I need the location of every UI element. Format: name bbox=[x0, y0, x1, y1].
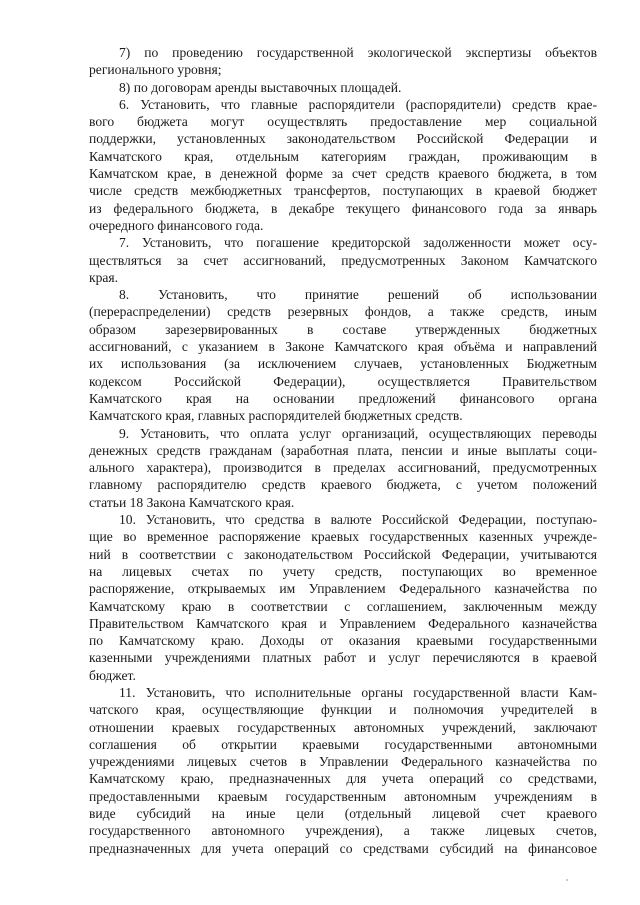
text-line: ассигнований, с указанием в Законе Камчатского края объёма и направлений bbox=[89, 339, 597, 355]
text-line: ществляться за счет ассигнований, предусмотренных Законом Камчатского bbox=[89, 252, 597, 268]
scan-speck bbox=[566, 879, 568, 881]
text-line: 7) по проведению государственной экологической экспертизы объектов bbox=[119, 45, 597, 60]
document-page bbox=[89, 44, 597, 857]
text-line: Камчатском крае, в денежной форме за счет средств краевого бюджета, в том bbox=[89, 166, 597, 182]
text-line: вого бюджета могут осуществлять предоставление мер социальной bbox=[89, 114, 597, 130]
text-line: государственного автономного учреждения), а также лицевых счетов, bbox=[89, 823, 597, 839]
text-line: числе средств межбюджетных трансфертов, поступающих в краевой бюджет bbox=[89, 183, 597, 199]
text-line: (перераспределении) средств резервных фондов, а также средств, иным bbox=[89, 304, 597, 320]
text-line: учреждениями лицевых счетов в Управлении Федерального казначейства по bbox=[89, 754, 597, 770]
text-line: статьи 18 Закона Камчатского края. bbox=[89, 494, 295, 510]
text-line: щие во временное распоряжение краевых государственных казенных учрежде- bbox=[89, 529, 597, 545]
text-line: их использования (за исключением случаев, установленных Бюджетным bbox=[89, 356, 597, 372]
paragraph-item-11 bbox=[89, 684, 597, 857]
paragraph-7-subitem bbox=[89, 44, 597, 79]
paragraph-8-subitem bbox=[89, 79, 597, 96]
text-line: 11. Установить, что исполнительные органы государственной власти Кам- bbox=[119, 684, 597, 700]
text-line: денежных средств гражданам (заработная плата, пенсии и иные выплаты соци- bbox=[89, 442, 597, 458]
paragraph-item-10 bbox=[89, 511, 597, 684]
text-line: предоставленными краевым государственным автономным учреждениям в bbox=[89, 788, 597, 804]
text-line: предназначенных для учета операций со средствами субсидий на финансовое bbox=[89, 840, 597, 856]
text-line: ний в соответствии с законодательством Российской Федерации, учитываются bbox=[89, 546, 597, 562]
text-line: казенными учреждениями платных работ и услуг перечисляются в краевой bbox=[89, 650, 597, 666]
paragraph-item-8 bbox=[89, 286, 597, 424]
text-line: 7. Установить, что погашение кредиторской задолженности может осу- bbox=[119, 235, 597, 251]
text-line: ального характера), производится в пределах ассигнований, предусмотренных bbox=[89, 460, 597, 476]
text-line: бюджет. bbox=[89, 667, 136, 683]
text-line: соглашения об открытии краевыми государственными автономными bbox=[89, 736, 597, 752]
text-line: по Камчатскому краю. Доходы от оказания краевыми государственными bbox=[89, 633, 597, 649]
text-line: Камчатскому краю, предназначенных для учета операций со средствами, bbox=[89, 771, 597, 787]
text-line: регионального уровня; bbox=[89, 62, 222, 78]
text-line: Камчатского края на основании предложений финансового органа bbox=[89, 390, 597, 406]
text-line: Камчатского края, главных распорядителей бюджетных средств. bbox=[89, 408, 463, 424]
text-line: Камчатскому краю в соответствии с соглашением, заключенным между bbox=[89, 598, 597, 614]
paragraph-item-6 bbox=[89, 96, 597, 234]
text-line: кодексом Российской Федерации), осуществляется Правительством bbox=[89, 373, 597, 389]
text-line: образом зарезервированных в составе утвержденных бюджетных bbox=[89, 321, 597, 337]
text-line: 8. Установить, что принятие решений об использовании bbox=[119, 287, 597, 303]
text-line: отношении краевых государственных автономных учреждений, заключают bbox=[89, 719, 597, 735]
text-line: на лицевых счетах по учету средств, поступающих во временное bbox=[89, 563, 597, 579]
text-line: распоряжение, открываемых им Управлением Федерального казначейства по bbox=[89, 581, 597, 597]
text-line: 8) по договорам аренды выставочных площадей. bbox=[119, 79, 402, 95]
text-line: 6. Установить, что главные распорядители (распорядители) средств крае- bbox=[119, 96, 597, 112]
text-line: края. bbox=[89, 269, 119, 285]
text-line: Правительством Камчатского края и Управлением Федерального казначейства bbox=[89, 615, 597, 631]
text-line: виде субсидий на иные цели (отдельный лицевой счет краевого bbox=[89, 806, 597, 822]
paragraph-item-7 bbox=[89, 234, 597, 286]
text-line: из федерального бюджета, в декабре текущего финансового года за январь bbox=[89, 200, 597, 216]
text-line: 9. Установить, что оплата услуг организаций, осуществляющих переводы bbox=[119, 425, 597, 441]
text-line: поддержки, установленных законодательством Российской Федерации и bbox=[89, 131, 597, 147]
text-line: очередного финансового года. bbox=[89, 217, 264, 233]
text-line: чатского края, осуществляющие функции и полномочия учредителей в bbox=[89, 702, 597, 718]
text-line: главному распорядителю средств краевого бюджета, с учетом положений bbox=[89, 477, 597, 493]
paragraph-item-9 bbox=[89, 425, 597, 511]
text-line: 10. Установить, что средства в валюте Российской Федерации, поступаю- bbox=[119, 512, 597, 528]
text-line: Камчатского края, отдельным категориям граждан, проживающим в bbox=[89, 148, 597, 164]
